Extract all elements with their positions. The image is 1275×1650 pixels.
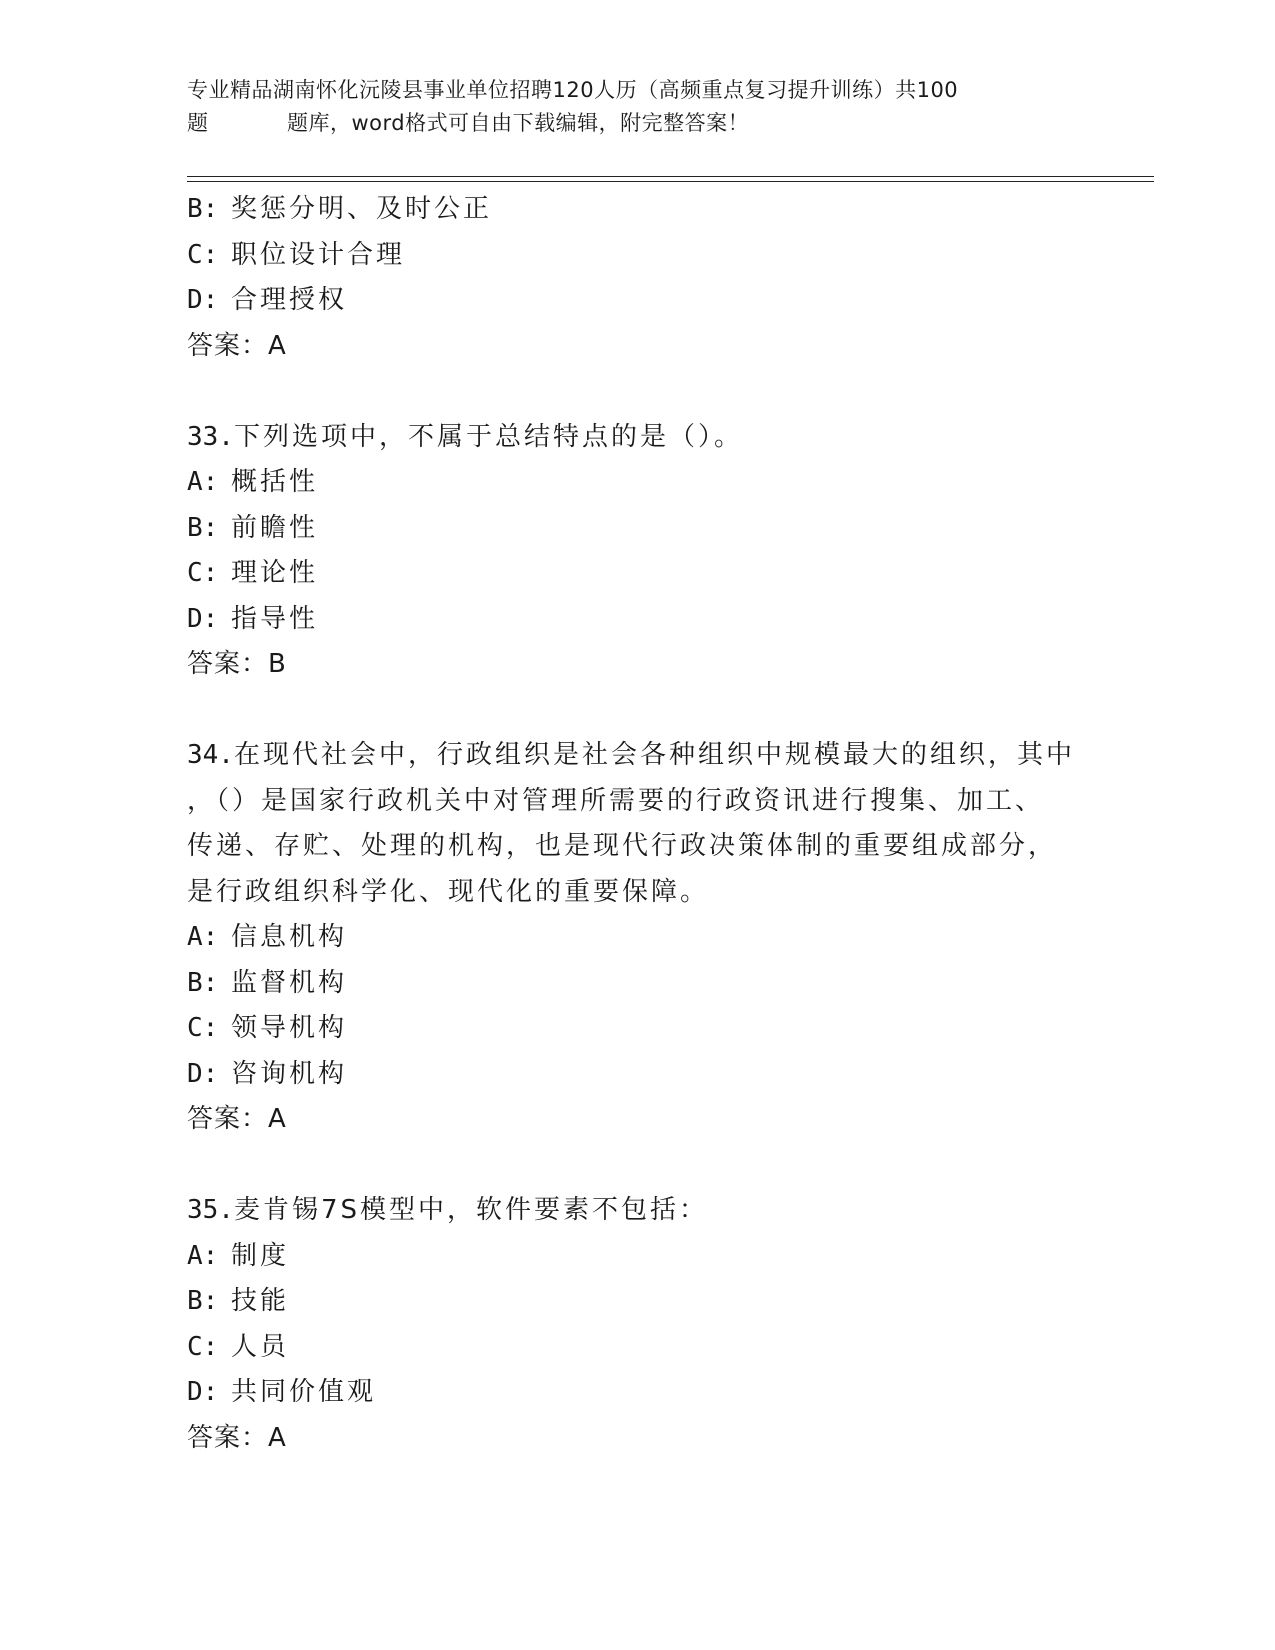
option-text: 人员: [231, 1331, 290, 1362]
answer-line: [187, 1416, 1067, 1462]
option-letter: D:: [187, 1377, 219, 1407]
question-34: [187, 733, 1075, 1143]
option-c: [187, 551, 1067, 597]
question-stem-line: 麦肯锡7S模型中，软件要素不包括：: [233, 1195, 709, 1225]
header-title-line: 专业精品湖南怀化沅陵县事业单位招聘120人历（高频重点复习提升训练）共100: [187, 78, 959, 102]
option-b: [187, 1279, 1067, 1325]
option-text: 合理授权: [231, 285, 348, 315]
option-text: 指导性: [231, 603, 319, 634]
answer-label: 答案：: [187, 1422, 269, 1453]
question-stem-line: 是行政组织科学化、现代化的重要保障。: [187, 876, 710, 907]
option-letter: A:: [187, 1240, 219, 1271]
question-number: 33.: [187, 421, 234, 452]
option-letter: D:: [187, 603, 219, 634]
option-b: [187, 506, 1067, 552]
option-text: 前瞻性: [231, 512, 319, 543]
option-letter: B:: [187, 194, 219, 224]
question-gap: [187, 1143, 1067, 1189]
option-d: [187, 1052, 1067, 1098]
answer-label: 答案：: [187, 649, 269, 679]
question-stem: [187, 1188, 1067, 1234]
option-letter: C:: [187, 1013, 219, 1043]
header-divider-top: [187, 176, 1154, 177]
answer-line: [187, 324, 1067, 370]
answer-line: [187, 642, 1067, 688]
question-number: 35.: [187, 1195, 234, 1225]
option-d: [187, 597, 1067, 643]
option-text: 技能: [231, 1286, 290, 1316]
header-subtitle-text: 题库，word格式可自由下载编辑，附完整答案！: [287, 111, 750, 135]
option-text: 领导机构: [231, 1013, 348, 1043]
option-letter: A:: [187, 467, 219, 497]
answer-line: [187, 1097, 1067, 1143]
question-stem: [187, 733, 1075, 779]
question-stem: [187, 415, 1067, 461]
page-header: [187, 74, 1087, 140]
question-stem-line: ，（）是国家行政机关中对管理所需要的行政资讯进行搜集、加工、: [187, 785, 1045, 816]
option-a: [187, 460, 1067, 506]
option-letter: C:: [187, 558, 219, 588]
option-c: [187, 1325, 1067, 1371]
option-text: 奖惩分明、及时公正: [231, 194, 493, 224]
question-stem-line: 在现代社会中，行政组织是社会各种组织中规模最大的组织，其中: [233, 740, 1075, 770]
option-c: [187, 1006, 1067, 1052]
answer-value: A: [268, 330, 289, 361]
option-d: [187, 1370, 1067, 1416]
option-c: [187, 233, 1067, 279]
header-divider-bottom: [187, 181, 1154, 182]
option-letter: A:: [187, 922, 219, 952]
header-subtitle-line: [187, 107, 1087, 140]
option-letter: C:: [187, 239, 219, 270]
question-stem-line: 传递、存贮、处理的机构，也是现代行政决策体制的重要组成部分，: [187, 831, 1058, 861]
question-32-continued: [187, 187, 1067, 369]
answer-value: A: [268, 1104, 289, 1134]
question-number: 34.: [187, 740, 234, 770]
question-35: [187, 1188, 1067, 1461]
option-text: 监督机构: [231, 967, 348, 998]
option-b: [187, 187, 1067, 233]
option-text: 共同价值观: [231, 1377, 377, 1407]
option-text: 制度: [231, 1240, 290, 1271]
option-letter: C:: [187, 1331, 219, 1362]
option-letter: D:: [187, 285, 219, 315]
question-gap: [187, 369, 1067, 415]
option-text: 咨询机构: [231, 1058, 348, 1089]
answer-label: 答案：: [187, 330, 269, 361]
option-text: 信息机构: [231, 922, 348, 952]
option-a: [187, 1234, 1067, 1280]
question-stem-line: 下列选项中，不属于总结特点的是（）。: [233, 421, 743, 452]
question-gap: [187, 688, 1067, 734]
option-letter: B:: [187, 512, 219, 543]
header-subtitle-label: 题: [187, 111, 209, 135]
question-33: [187, 415, 1067, 688]
answer-value: B: [268, 649, 289, 679]
option-d: [187, 278, 1067, 324]
answer-value: A: [268, 1422, 289, 1453]
question-content: [187, 187, 1075, 1461]
answer-label: 答案：: [187, 1104, 269, 1134]
option-text: 概括性: [231, 467, 319, 497]
option-letter: D:: [187, 1058, 219, 1089]
option-text: 职位设计合理: [231, 239, 406, 270]
option-text: 理论性: [231, 558, 319, 588]
option-a: [187, 915, 1067, 961]
option-b: [187, 961, 1067, 1007]
option-letter: B:: [187, 967, 219, 998]
option-letter: B:: [187, 1286, 219, 1316]
